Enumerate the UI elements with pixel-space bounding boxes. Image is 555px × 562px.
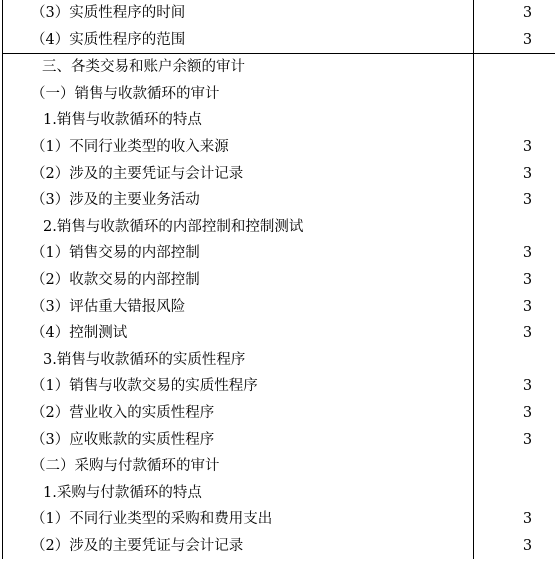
ability-level-cell: 3 <box>474 161 555 188</box>
syllabus-item-text: 1.销售与收款循环的特点 <box>3 107 474 134</box>
table-row <box>3 453 555 480</box>
table-row <box>3 187 555 214</box>
table-row <box>3 27 555 54</box>
syllabus-item-text: （一）销售与收款循环的审计 <box>3 81 474 108</box>
table-row <box>3 161 555 188</box>
table-row <box>3 0 555 27</box>
syllabus-item-text: 三、各类交易和账户余额的审计 <box>3 54 474 81</box>
table-row <box>3 240 555 267</box>
ability-level-cell: 3 <box>474 134 555 161</box>
ability-level-cell: 3 <box>474 0 555 27</box>
ability-level-cell <box>474 107 555 134</box>
ability-level-cell <box>474 54 555 81</box>
ability-level-cell: 3 <box>474 533 555 560</box>
ability-level-cell <box>474 453 555 480</box>
syllabus-item-text: （3）评估重大错报风险 <box>3 294 474 321</box>
syllabus-item-text: （二）采购与付款循环的审计 <box>3 453 474 480</box>
ability-level-cell: 3 <box>474 27 555 54</box>
table-row <box>3 294 555 321</box>
ability-level-cell: 3 <box>474 267 555 294</box>
table-row <box>3 81 555 108</box>
syllabus-item-text: （4）控制测试 <box>3 320 474 347</box>
ability-level-cell: 3 <box>474 427 555 454</box>
syllabus-item-text: （1）销售与收款交易的实质性程序 <box>3 373 474 400</box>
table-row <box>3 373 555 400</box>
syllabus-item-text: （3）实质性程序的时间 <box>3 0 474 27</box>
table-row <box>3 506 555 533</box>
syllabus-item-text: （2）营业收入的实质性程序 <box>3 400 474 427</box>
syllabus-table <box>2 0 555 559</box>
table-row <box>3 320 555 347</box>
syllabus-table-body <box>3 0 555 559</box>
table-row <box>3 267 555 294</box>
syllabus-item-text: （1）销售交易的内部控制 <box>3 240 474 267</box>
table-row <box>3 107 555 134</box>
ability-level-cell: 3 <box>474 506 555 533</box>
syllabus-item-text: 1.采购与付款循环的特点 <box>3 480 474 507</box>
syllabus-item-text: 3.销售与收款循环的实质性程序 <box>3 347 474 374</box>
syllabus-item-text: 2.销售与收款循环的内部控制和控制测试 <box>3 214 474 241</box>
syllabus-item-text: （1）不同行业类型的收入来源 <box>3 134 474 161</box>
ability-level-cell <box>474 81 555 108</box>
ability-level-cell: 3 <box>474 294 555 321</box>
ability-level-cell <box>474 347 555 374</box>
table-row <box>3 347 555 374</box>
table-row <box>3 54 555 81</box>
syllabus-item-text: （3）涉及的主要业务活动 <box>3 187 474 214</box>
ability-level-cell: 3 <box>474 320 555 347</box>
syllabus-item-text: （2）涉及的主要凭证与会计记录 <box>3 533 474 560</box>
table-row <box>3 427 555 454</box>
table-row <box>3 214 555 241</box>
ability-level-cell: 3 <box>474 400 555 427</box>
syllabus-item-text: （3）应收账款的实质性程序 <box>3 427 474 454</box>
ability-level-cell <box>474 480 555 507</box>
ability-level-cell: 3 <box>474 240 555 267</box>
syllabus-item-text: （1）不同行业类型的采购和费用支出 <box>3 506 474 533</box>
ability-level-cell: 3 <box>474 373 555 400</box>
syllabus-item-text: （4）实质性程序的范围 <box>3 27 474 54</box>
ability-level-cell: 3 <box>474 187 555 214</box>
table-row <box>3 480 555 507</box>
ability-level-cell <box>474 214 555 241</box>
table-row <box>3 400 555 427</box>
syllabus-item-text: （2）收款交易的内部控制 <box>3 267 474 294</box>
table-row <box>3 134 555 161</box>
syllabus-item-text: （2）涉及的主要凭证与会计记录 <box>3 161 474 188</box>
table-row <box>3 533 555 560</box>
